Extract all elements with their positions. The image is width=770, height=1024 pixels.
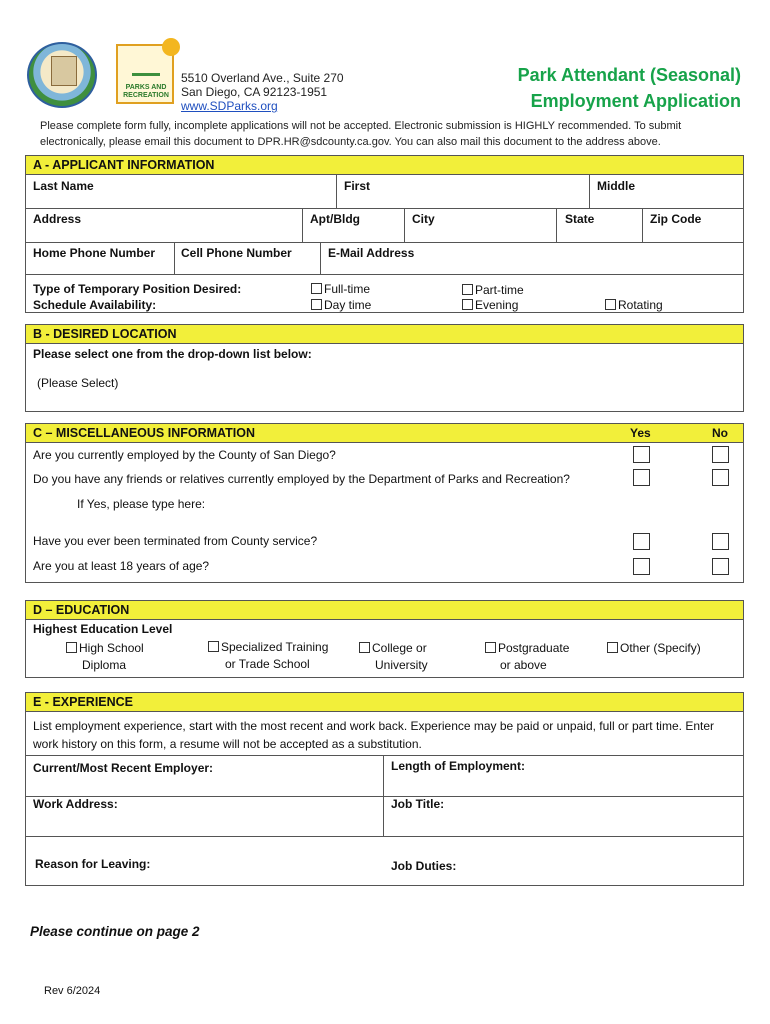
parks-and-recreation-logo: PARKS AND RECREATION [116, 44, 174, 104]
city-field[interactable]: City [412, 212, 435, 226]
address-field[interactable]: Address [33, 212, 82, 226]
evening-option[interactable] [462, 298, 518, 312]
schedule-label: Schedule Availability: [33, 298, 157, 312]
other-checkbox[interactable] [607, 642, 618, 653]
experience-instruction: List employment experience, start with the most recent and work back. Experience may be paid or unpaid, full or part time. Enter work history on this form, a resume will not be accepted as a substitution. [33, 719, 714, 751]
job-title-field[interactable]: Job Title: [391, 797, 445, 811]
job-duties-field[interactable]: Job Duties: [391, 859, 457, 873]
revision-date: Rev 6/2024 [44, 985, 101, 997]
postgraduate-label: Postgraduate [498, 641, 570, 655]
address-line-1: 5510 Overland Ave., Suite 270 [181, 71, 344, 85]
county-employed-no-checkbox[interactable] [712, 446, 729, 463]
specialized-training-checkbox[interactable] [208, 641, 219, 652]
specialized-label: Specialized Training [221, 640, 329, 654]
relatives-followup-field[interactable]: If Yes, please type here: [77, 497, 206, 511]
rotating-checkbox[interactable] [605, 299, 616, 310]
postgraduate-checkbox[interactable] [485, 642, 496, 653]
evening-checkbox[interactable] [462, 299, 473, 310]
part-time-option[interactable] [462, 283, 524, 297]
college-label: College or [372, 641, 427, 655]
high-school-checkbox[interactable] [66, 642, 77, 653]
edu-specialized-option[interactable] [208, 640, 328, 654]
part-time-checkbox[interactable] [462, 284, 473, 295]
postgraduate-label-line2: or above [500, 658, 547, 672]
intro-instructions: Please complete form fully, incomplete applications will not be accepted. Electronic submission is HIGHLY recommended. To submit electronically, please email this document to DPR.HR@sdcounty.ca.gov. You can also mail this document to the address above. [40, 120, 682, 148]
work-address-field[interactable]: Work Address: [33, 797, 118, 811]
edu-college-option[interactable] [359, 641, 427, 655]
yes-column-label: Yes [630, 426, 651, 440]
section-d-header: D – EDUCATION [25, 600, 744, 620]
apt-bldg-field[interactable]: Apt/Bldg [310, 212, 360, 226]
first-name-field[interactable]: First [344, 179, 371, 193]
terminated-no-checkbox[interactable] [712, 533, 729, 550]
employer-field[interactable]: Current/Most Recent Employer: [33, 761, 214, 775]
position-type-label: Type of Temporary Position Desired: [33, 282, 242, 296]
question-county-employed: Are you currently employed by the County of San Diego? [33, 448, 336, 462]
relatives-no-checkbox[interactable] [712, 469, 729, 486]
part-time-label: Part-time [475, 283, 524, 297]
website-link[interactable]: www.SDParks.org [181, 99, 278, 113]
evening-label: Evening [475, 298, 519, 312]
county-employed-yes-checkbox[interactable] [633, 446, 650, 463]
home-phone-field[interactable]: Home Phone Number [33, 246, 156, 260]
day-time-label: Day time [324, 298, 372, 312]
last-name-field[interactable]: Last Name [33, 179, 94, 193]
age-no-checkbox[interactable] [712, 558, 729, 575]
continue-note: Please continue on page 2 [30, 924, 200, 939]
day-time-option[interactable] [311, 298, 371, 312]
college-checkbox[interactable] [359, 642, 370, 653]
county-seal-logo [27, 42, 97, 108]
section-b-header: B - DESIRED LOCATION [25, 324, 744, 344]
edu-high-school-option[interactable] [66, 641, 144, 655]
full-time-label: Full-time [324, 282, 371, 296]
section-a-header: A - APPLICANT INFORMATION [25, 155, 744, 175]
full-time-option[interactable] [311, 282, 370, 296]
section-e-header: E - EXPERIENCE [25, 692, 744, 712]
zip-code-field[interactable]: Zip Code [650, 212, 702, 226]
location-dropdown[interactable]: (Please Select) [37, 376, 119, 390]
relatives-yes-checkbox[interactable] [633, 469, 650, 486]
college-label-line2: University [375, 658, 428, 672]
address-line-2: San Diego, CA 92123-1951 [181, 85, 328, 99]
form-title-line-2: Employment Application [530, 91, 741, 111]
cell-phone-field[interactable]: Cell Phone Number [181, 246, 292, 260]
high-school-label: High School [79, 641, 144, 655]
middle-name-field[interactable]: Middle [597, 179, 635, 193]
terminated-yes-checkbox[interactable] [633, 533, 650, 550]
no-column-label: No [712, 426, 728, 440]
question-terminated: Have you ever been terminated from County service? [33, 534, 318, 548]
full-time-checkbox[interactable] [311, 283, 322, 294]
rotating-option[interactable] [605, 298, 663, 312]
length-of-employment-field[interactable]: Length of Employment: [391, 759, 525, 773]
other-label: Other (Specify) [620, 641, 701, 655]
email-field[interactable]: E-Mail Address [328, 246, 415, 260]
high-school-label-line2: Diploma [82, 658, 127, 672]
edu-other-option[interactable] [607, 641, 701, 655]
education-level-label: Highest Education Level [33, 622, 173, 636]
day-time-checkbox[interactable] [311, 299, 322, 310]
edu-postgraduate-option[interactable] [485, 641, 569, 655]
age-yes-checkbox[interactable] [633, 558, 650, 575]
specialized-label-line2: or Trade School [225, 657, 310, 671]
sun-icon [162, 38, 180, 56]
location-instruction: Please select one from the drop-down list below: [33, 347, 312, 361]
rotating-label: Rotating [618, 298, 663, 312]
question-age: Are you at least 18 years of age? [33, 559, 210, 573]
tree-icon [132, 54, 160, 76]
state-field[interactable]: State [565, 212, 595, 226]
reason-for-leaving-field[interactable]: Reason for Leaving: [35, 857, 151, 871]
question-relatives: Do you have any friends or relatives currently employed by the Department of Parks and Recreation? [33, 472, 570, 486]
section-c-title: C – MISCELLANEOUS INFORMATION [33, 426, 255, 440]
form-title-line-1: Park Attendant (Seasonal) [517, 65, 741, 85]
